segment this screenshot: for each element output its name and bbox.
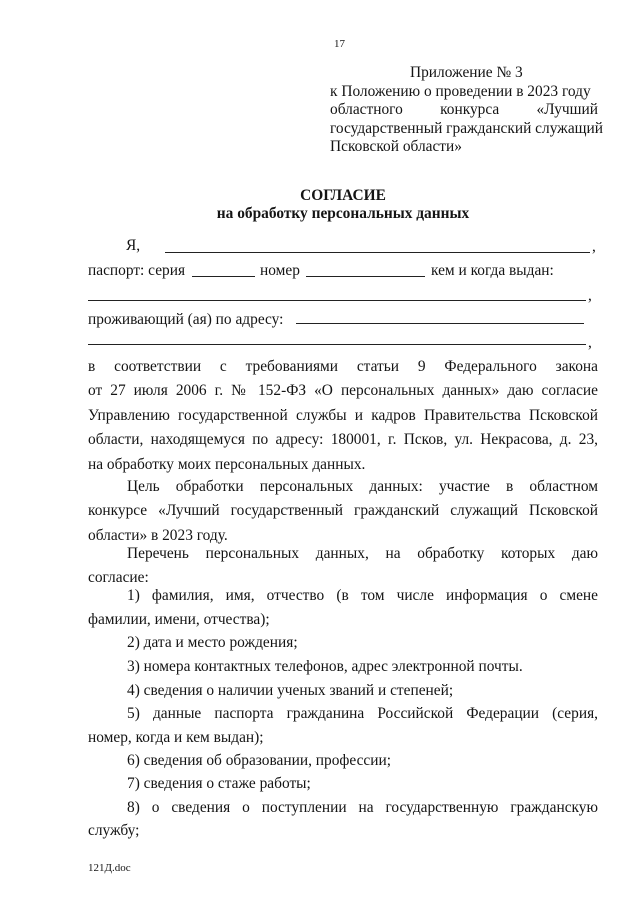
- address-field-continued[interactable]: [88, 344, 586, 345]
- list-item: 5) данные паспорта гражданина Российской Федерации (серия,: [127, 705, 598, 722]
- comma: ,: [588, 334, 592, 351]
- list-item: 2) дата и место рождения;: [127, 634, 298, 651]
- consent-paragraph: [88, 355, 598, 477]
- comma: ,: [588, 287, 592, 304]
- list-item: 4) сведения о наличии ученых званий и степеней;: [127, 682, 454, 699]
- list-item: 6) сведения об образовании, профессии;: [127, 752, 392, 769]
- list-item: 1) фамилия, имя, отчество (в том числе информация о смене: [127, 587, 598, 604]
- paragraph-line: области» в 2023 году.: [88, 526, 228, 544]
- paragraph-line: конкурсе «Лучший государственный гражданский служащий Псковской: [88, 502, 598, 520]
- footer-filename: 121Д.doc: [88, 862, 131, 874]
- purpose-paragraph: [88, 475, 598, 548]
- paragraph-line: Перечень персональных данных, на обработку которых даю: [127, 545, 598, 562]
- list-item: номер, когда и кем выдан);: [88, 729, 264, 746]
- paragraph-line: Управлению государственной службы и кадров Правительства Псковской: [88, 406, 598, 424]
- issued-by-label: кем и когда выдан:: [431, 262, 554, 279]
- annex-line: государственный гражданский служащий: [330, 119, 603, 137]
- list-item: 3) номера контактных телефонов, адрес электронной почты.: [127, 658, 523, 675]
- list-item: фамилии, имени, отчества);: [88, 611, 270, 628]
- annex-line: Псковской области»: [330, 138, 462, 156]
- paragraph-line: области, находящемуся по адресу: 180001, г. Псков, ул. Некрасова, д. 23,: [88, 431, 598, 449]
- passport-number-label: номер: [260, 262, 300, 279]
- page-number: 17: [334, 38, 345, 50]
- annex-line: к Положению о проведении в 2023 году: [330, 82, 591, 100]
- paragraph-line: на обработку моих персональных данных.: [88, 455, 366, 473]
- list-item: 7) сведения о стаже работы;: [127, 775, 311, 792]
- address-field[interactable]: [296, 323, 584, 324]
- address-label: проживающий (ая) по адресу:: [88, 311, 284, 328]
- passport-number-field[interactable]: [306, 276, 425, 277]
- annex-word: конкурса: [440, 101, 500, 119]
- comma: ,: [592, 238, 596, 255]
- paragraph-line: согласие:: [88, 569, 149, 587]
- passport-series-label: паспорт: серия: [88, 262, 186, 279]
- paragraph-line: Цель обработки персональных данных: участие в областном: [127, 478, 598, 495]
- list-intro-paragraph: [88, 542, 598, 591]
- document-title: СОГЛАСИЕ: [300, 187, 386, 204]
- document-subtitle: на обработку персональных данных: [216, 205, 470, 222]
- annex-line-spread: [330, 101, 598, 120]
- list-item: 8) о сведения о поступлении на государственную гражданскую: [127, 799, 598, 816]
- i-label: Я,: [126, 237, 141, 254]
- passport-series-field[interactable]: [192, 276, 255, 277]
- full-name-field[interactable]: [165, 252, 590, 253]
- annex-word: «Лучший: [536, 101, 598, 119]
- annex-header: [330, 64, 603, 157]
- paragraph-line: от 27 июля 2006 г. № 152-ФЗ «О персональных данных» даю согласие: [88, 382, 598, 400]
- paragraph-line: в соответствии с требованиями статьи 9 Федерального закона: [88, 358, 598, 375]
- issued-by-field[interactable]: [88, 300, 586, 301]
- list-item: службу;: [88, 822, 140, 839]
- annex-word: областного: [330, 101, 403, 119]
- annex-title: Приложение № 3: [410, 64, 523, 81]
